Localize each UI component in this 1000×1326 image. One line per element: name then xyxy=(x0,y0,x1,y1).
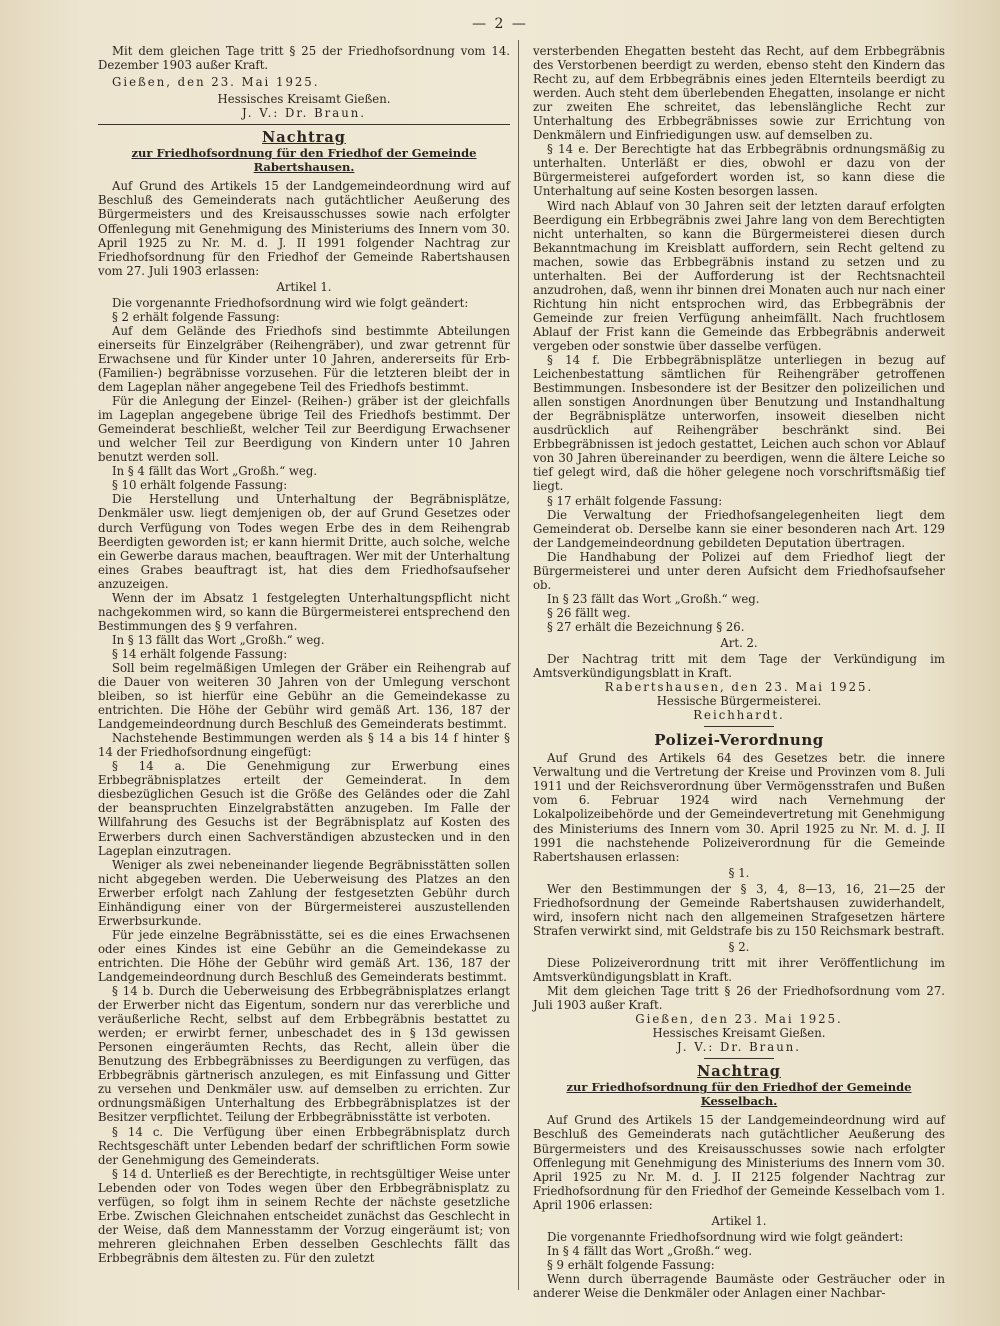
intro-paragraph: Mit dem gleichen Tage tritt § 25 der Friedhofsordnung vom 14. Dezember 1903 außer Kraft. xyxy=(98,44,510,73)
section-title: Nachtrag xyxy=(697,1063,781,1081)
paragraph: § 10 erhält folgende Fassung: xyxy=(112,478,288,493)
article-heading: Artikel 1. xyxy=(276,279,332,294)
paragraph: In § 13 fällt das Wort „Großh.“ weg. xyxy=(112,632,325,647)
section-title: Nachtrag xyxy=(262,129,346,147)
paragraph: Wer den Bestimmungen der § 3, 4, 8—13, 16, 21—25 der Friedhofsordnung der Gemeinde Rabertshausen zuwiderhandelt, wird, insofern nicht nach den allgemeinen Strafgesetzen härtere Strafen verwirkt sind, mit Geldstrafe bis zu 150 Reichsmark bestraft. xyxy=(533,881,945,938)
paragraph: § 26 fällt weg. xyxy=(547,605,631,620)
paragraph: In § 4 fällt das Wort „Großh.“ weg. xyxy=(547,1243,753,1258)
paragraph: Die vorgenannte Friedhofsordnung wird wie folgt geändert: xyxy=(112,295,469,310)
section-subtitle: zur Friedhofsordnung für den Friedhof der Gemeinde Rabertshausen. xyxy=(131,146,477,175)
date-line: Rabertshausen, den 23. Mai 1925. xyxy=(604,680,874,695)
paragraph: In § 4 fällt das Wort „Großh.“ weg. xyxy=(112,464,318,479)
paragraph: § 14 b. Durch die Ueberweisung des Erbbegräbnisplatzes erlangt der Erwerber nicht das Eigentum, sondern nur das vererbliche und veräußerliche Recht, selbst auf dem Erbbegräbnis bestattet zu werden; er erwirbt ferner, unbeschadet des in § 13d gewissen Personen eingeräumten Rechts, das Recht, allein über die Benutzung des Erbbegräbnisses zu Beerdigungen zu verfügen, das Erbbegräbnis gärtnerisch anzulegen, es mit Einfassung und Gitter zu versehen und Denkmäler usw. auf demselben zu errichten. Zur ordnungsmäßigen Unterhaltung des Erbbegräbnisplatzes ist der Besitzer verpflichtet. Teilung der Erbbegräbnisstätte ist verboten. xyxy=(98,984,510,1125)
paragraph: Die Handhabung der Polizei auf dem Friedhof liegt der Bürgermeisterei und unter deren Aufsicht dem Friedhofsaufseher ob. xyxy=(533,549,945,592)
section-rule xyxy=(704,726,774,727)
section-subtitle: zur Friedhofsordnung für den Friedhof der Gemeinde Kesselbach. xyxy=(566,1080,912,1109)
paragraph: Die Verwaltung der Friedhofsangelegenheiten liegt dem Gemeinderat ob. Derselbe kann sie einer besonderen nach Art. 129 der Landgemeindeordnung gebildeten Deputation übertragen. xyxy=(533,507,945,550)
paragraph: In § 23 fällt das Wort „Großh.“ weg. xyxy=(547,591,760,606)
paragraph: § 17 erhält folgende Fassung: xyxy=(547,493,723,508)
section-title: Polizei-Verordnung xyxy=(654,731,824,750)
article-heading: Art. 2. xyxy=(720,635,758,650)
date-line: Gießen, den 23. Mai 1925. xyxy=(112,75,320,90)
paragraph: Für jede einzelne Begräbnisstätte, sei es die eines Erwachsenen oder eines Kindes ist eine Gebühr an die Gemeindekasse zu entrichten. Die Höhe der Gebühr wird gemäß Art. 136, 187 der Landgemeindeordnung durch Beschluß des Gemeinderats bestimmt. xyxy=(98,927,510,984)
paragraph: § 14 erhält folgende Fassung: xyxy=(112,646,288,661)
paragraph: Wenn durch überragende Baumäste oder Gesträucher oder in anderer Weise die Denkmäler oder Anlagen einer Nachbar- xyxy=(533,1271,945,1300)
paragraph: Weniger als zwei nebeneinander liegende Begräbnisstätten sollen nicht abgegeben werden. Die Ueberweisung des Platzes an den Erwerber erfolgt nach Zahlung der festgesetzten Gebühr durch Einhändigung einer von der Bürgermeisterei auszustellenden Erwerbsurkunde. xyxy=(98,857,510,928)
paragraph: § 14 c. Die Verfügung über einen Erbbegräbnisplatz durch Rechtsgeschäft unter Lebenden bedarf der schriftlichen Form sowie der Genehmigung des Gemeinderats. xyxy=(98,1124,510,1167)
preamble: Auf Grund des Artikels 15 der Landgemeindeordnung wird auf Beschluß des Gemeinderats nach gutächtlicher Aeußerung des Bürgermeisters und des Kreisausschusses sowie nach erfolgter Offenlegung mit Genehmigung des Ministeriums des Innern vom 30. April 1925 zu Nr. M. d. J. II 2125 folgender Nachtrag zur Friedhofsordnung für den Friedhof der Gemeinde Kesselbach vom 1. April 1906 erlassen: xyxy=(533,1113,945,1212)
paragraph: § 9 erhält folgende Fassung: xyxy=(547,1257,715,1272)
date-line: Gießen, den 23. Mai 1925. xyxy=(635,1012,843,1027)
paragraph: versterbenden Ehegatten besteht das Recht, auf dem Erbbegräbnis des Verstorbenen beerdigt zu werden, ebenso steht den Kindern das Recht zu, auf dem Erbbegräbnis eines jeden Elternteils beerdigt zu werden. Auch steht dem überlebenden Ehegatten, insolange er nicht zur zweiten Ehe schreitet, das lebenslängliche Recht zur Unterhaltung des Erbbegräbnisses sowie zur Errichtung von Denkmälern und Einfriedigungen usw. auf demselben zu. xyxy=(533,44,945,143)
authority-line: Hessische Bürgermeisterei. xyxy=(656,694,822,709)
paragraph: Auf dem Gelände des Friedhofs sind bestimmte Abteilungen einerseits für Einzelgräber (Reihengräber), und zwar getrennt für Erwachsene und für Kinder unter 10 Jahren, andererseits für Erb- (Familien-) begräbnisse vorzusehen. Für die letzteren bleibt der in dem Lageplan näher angegebene Teil des Friedhofs bestimmt. xyxy=(98,323,510,395)
signature-line: J. V.: Dr. Braun. xyxy=(677,1040,801,1055)
column-divider xyxy=(518,40,519,1290)
paragraph: Diese Polizeiverordnung tritt mit ihrer Veröffentlichung im Amtsverkündigungsblatt in Kraft. xyxy=(533,955,945,984)
left-column xyxy=(98,44,510,1265)
paragraph: Nachstehende Bestimmungen werden als § 14 a bis 14 f hinter § 14 der Friedhofsordnung eingefügt: xyxy=(98,731,510,760)
paragraph: § 2 erhält folgende Fassung: xyxy=(112,309,280,324)
paragraph-heading: § 1. xyxy=(728,865,750,880)
paragraph: Die Herstellung und Unterhaltung der Begräbnisplätze, Denkmäler usw. liegt demjenigen ob, der auf Grund Gesetzes oder durch Verfügung von Todes wegen Erbe des in dem Reihengrab Beerdigten geworden ist; er kann hiermit Dritte, auch solche, welche ein Gewerbe daraus machen, beauftragen. Wer mit der Unterhaltung eines Grabes beauftragt ist, hat dies dem Friedhofsaufseher anzuzeigen. xyxy=(98,492,510,591)
preamble: Auf Grund des Artikels 15 der Landgemeindeordnung wird auf Beschluß des Gemeinderats nach gutächtlicher Aeußerung des Bürgermeisters und des Kreisausschusses sowie nach erfolgter Offenlegung mit Genehmigung des Ministeriums des Innern vom 30. April 1925 zu Nr. M. d. J. II 1991 folgender Nachtrag zur Friedhofsordnung für den Friedhof der Gemeinde Rabertshausen vom 27. Juli 1903 erlassen: xyxy=(98,179,510,278)
authority-line: Hessisches Kreisamt Gießen. xyxy=(652,1026,826,1041)
paragraph: Der Nachtrag tritt mit dem Tage der Verkündigung im Amtsverkündigungsblatt in Kraft. xyxy=(533,652,945,681)
signature-line: Reichhardt. xyxy=(693,708,785,723)
paragraph: Wird nach Ablauf von 30 Jahren seit der letzten darauf erfolgten Beerdigung ein Erbbegräbnis zwei Jahre lang von dem Berechtigten nicht unterhalten, so kann die Bürgermeisterei diesen durch Bekanntmachung im Kreisblatt auffordern, sein Recht geltend zu machen, sowie das Erbbegräbnis instand zu setzen und zu unterhalten. Bei der Aufforderung ist der Rechtsnachteil anzudrohen, daß, wenn ihr binnen drei Monaten auch nur nach einer Richtung hin nicht entsprochen wird, das Erbbegräbnis der Gemeinde zur freien Verfügung anheimfällt. Nach fruchtlosem Ablauf der Frist kann die Gemeinde das Erbbegräbnis anderweit vergeben oder sonstwie über dasselbe verfügen. xyxy=(533,198,945,353)
paragraph: Soll beim regelmäßigen Umlegen der Gräber ein Reihengrab auf die Dauer von weiteren 30 Jahren von der Umlegung verschont bleiben, so ist hierfür eine Gebühr an die Gemeindekasse zu entrichten. Die Höhe der Gebühr wird gemäß Art. 136, 187 der Landgemeindeordnung durch Beschluß des Gemeinderats bestimmt. xyxy=(98,660,510,732)
right-column xyxy=(533,44,945,1300)
signature-line: J. V.: Dr. Braun. xyxy=(242,106,366,121)
section-rule xyxy=(98,124,510,125)
paragraph: § 14 e. Der Berechtigte hat das Erbbegräbnis ordnungsmäßig zu unterhalten. Unterläßt er dies, obwohl er dazu von der Bürgermeisterei aufgefordert worden ist, so kann diese die Unterhaltung auf seine Kosten besorgen lassen. xyxy=(533,142,945,199)
paragraph: Für die Anlegung der Einzel- (Reihen-) gräber ist der gleichfalls im Lageplan angegebene übrige Teil des Friedhofs bestimmt. Der Gemeinderat beschließt, welcher Teil zur Beerdigung Erwachsener und welcher Teil zur Beerdigung von Kindern unter 10 Jahren benutzt werden soll. xyxy=(98,394,510,465)
paragraph: Die vorgenannte Friedhofsordnung wird wie folgt geändert: xyxy=(547,1229,904,1244)
preamble: Auf Grund des Artikels 64 des Gesetzes betr. die innere Verwaltung und die Vertretung der Kreise und Provinzen vom 8. Juli 1911 und der Reichsverordnung über Vermögensstrafen und Bußen vom 6. Februar 1924 wird nach Vernehmung der Lokalpolizeibehörde und der Gemeindevertretung mit Genehmigung des Ministeriums des Innern vom 30. April 1925 zu Nr. M. d. J. II 1991 die nachstehende Polizeiverordnung für die Gemeinde Rabertshausen erlassen: xyxy=(533,751,945,864)
paragraph: § 14 a. Die Genehmigung zur Erwerbung eines Erbbegräbnisplatzes erteilt der Gemeinderat. In dem diesbezüglichen Gesuch ist die Größe des Geländes oder die Zahl der beanspruchten Einzelgrabstätten anzugeben. Im Falle der Willfahrung des Gesuchs ist der Begräbnisplatz auf Kosten des Erwerbers durch einen Sachverständigen abzustecken und in den Lageplan einzutragen. xyxy=(98,759,510,858)
paragraph: Wenn der im Absatz 1 festgelegten Unterhaltungspflicht nicht nachgekommen wird, so kann die Bürgermeisterei entsprechend den Bestimmungen des § 9 verfahren. xyxy=(98,590,510,633)
authority-line: Hessisches Kreisamt Gießen. xyxy=(217,92,391,107)
page-number: — 2 — xyxy=(472,16,528,32)
paragraph: Mit dem gleichen Tage tritt § 26 der Friedhofsordnung vom 27. Juli 1903 außer Kraft. xyxy=(533,984,945,1013)
paragraph: § 14 d. Unterließ es der Berechtigte, in rechtsgültiger Weise unter Lebenden oder von Todes wegen über den Erbbegräbnisplatz zu verfügen, so folgt ihm in seinem Rechte der nächste gesetzliche Erbe. Zwischen Gleichnahen entscheidet zunächst das Geschlecht in der Weise, daß dem Mannesstamm der Vorzug eingeräumt ist; von mehreren gleichnahen Erben desselben Geschlechts fällt das Erbbegräbnis dem ältesten zu. Für den zuletzt xyxy=(98,1166,510,1265)
section-rule xyxy=(704,1058,774,1059)
article-heading: Artikel 1. xyxy=(711,1213,767,1228)
paragraph: § 14 f. Die Erbbegräbnisplätze unterliegen in bezug auf Leichenbestattung sämtlichen für Reihengräber getroffenen Bestimmungen. Insbesondere ist der Besitzer den polizeilichen und allen sonstigen Anordnungen über Benutzung und Instandhaltung der Begräbnisplätze unterworfen, insoweit dieselben nicht ausdrücklich auf Reihengräber beschränkt sind. Bei Erbbegräbnissen ist jedoch gestattet, Leichen auch schon vor Ablauf von 30 Jahren übereinander zu beerdigen, wenn die ältere Leiche so tief gelegt wird, daß die höher gelegene noch vorschriftsmäßig tief liegt. xyxy=(533,353,945,494)
paragraph: § 27 erhält die Bezeichnung § 26. xyxy=(547,619,745,634)
paragraph-heading: § 2. xyxy=(728,939,750,954)
